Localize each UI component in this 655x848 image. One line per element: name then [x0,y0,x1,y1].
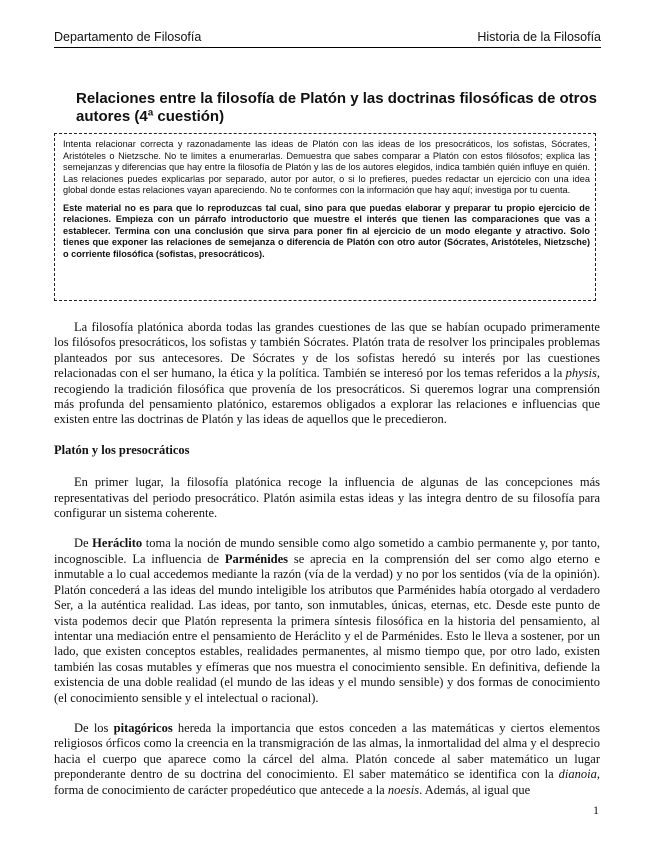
page-header [54,30,601,48]
instructions-bold-note: Este material no es para que lo reproduzcas tal cual, sino para que puedas elaborar y preparar tu propio ejercicio de relaciones. Empieza con un párrafo introductorio que muestre el interés que tienen las comparaciones que vas a establecer. Termina con una conclusión que sirva para poner fin al ejercicio de un modo elegante y atractivo. Solo tienes que exponer las relaciones de semejanza o diferencia de Platón con otro autor (Sócrates, Aristóteles, Nietzsche) o corriente filosófica (sofistas, presocráticos). [63,202,590,259]
presocraticos-paragraph: En primer lugar, la filosofía platónica recoge la influencia de algunas de las concepciones más representativas del periodo presocrático. Platón asimila estas ideas y las integra dentro de su filosofía para configurar un sistema coherente. [54,475,600,521]
section-heading: Platón y los presocráticos [54,442,190,457]
document-body [54,320,600,813]
name-heraclito: Heráclito [92,536,143,551]
pitagoricos-paragraph: De los pitagóricos hereda la importancia que estos conceden a las matemáticas y ciertos elementos religiosos órficos como la creencia en la transmigración de las almas, la inmortalidad del alma y el desprecio hacia el cuerpo que aparece como la cárcel del alma. Platón concede al saber matemático un lugar preponderante dentro de su doctrina del conocimiento. El saber matemático se identifica con la dianoia, forma de conocimiento de carácter propedéutico que antecede a la noesis. Además, al igual que [54,720,600,797]
document-title: Relaciones entre la filosofía de Platón y las doctrinas filosóficas de otros autores (4ª cuestión) [76,90,597,125]
term-noesis: noesis [387,782,420,797]
header-subject: Historia de la Filosofía [477,30,601,44]
intro-paragraph: La filosofía platónica aborda todas las grandes cuestiones de las que se habían ocupado primeramente los filósofos presocráticos, los sofistas y también Sócrates. Platón trata de resolver los principales problemas planteados por sus antecesores. De Sócrates y de los sofistas heredó su interés por las cuestiones relacionadas con el ser humano, la ética y la política. También se interesó por los temas referidos a la physis, recogiendo la tradición filosófica que provenía de los presocráticos. Si queremos lograr una comprensión más profunda del pensamiento platónico, estaremos obligados a explorar las relaciones e influencias que existen entre las doctrinas de Platón y las ideas de aquellos que le precedieron. [54,320,600,427]
header-department: Departamento de Filosofía [54,30,202,44]
term-dianoia: dianoia [558,767,597,782]
name-pitagoricos: pitagóricos [113,720,173,735]
term-physis: physis [565,366,597,381]
instructions-box [54,133,596,301]
page-number: 1 [593,803,599,817]
name-parmenides: Parménides [224,551,289,566]
heraclito-paragraph: De Heráclito toma la noción de mundo sensible como algo sometido a cambio permanente y, por tanto, incognoscible. La influencia de Parménides se aprecia en la comprensión del ser como algo eterno e inmutable a lo cual accedemos mediante la razón (vía de la verdad) y no por los sentidos (vía de la opinión). Platón concederá a las ideas del mundo inteligible los atributos que Parménides había otorgado al verdadero Ser, a la auténtica realidad. Las ideas, por tanto, son inmutables, únicas, eternas, etc. Desde este punto de vista podemos decir que Platón representa la primera síntesis filosófica en la historia del pensamiento, al intentar una mediación entre el pensamiento de Heráclito y el de Parménides. Esto le lleva a sostener, por un lado, que existen conceptos estables, realidades permanentes, al mismo tiempo que, por otro lado, existen también las cosas mutables y efímeras que nos muestra el conocimiento sensible. En definitiva, defiende la existencia de una doble realidad (el mundo de las ideas y el mundo sensible) y dos formas de conocimiento (el conocimiento sensible y el intelectual o racional). [54,536,600,705]
instructions-text: Intenta relacionar correcta y razonadamente las ideas de Platón con las ideas de los presocráticos, los sofistas, Sócrates, Aristóteles o Nietzsche. No te limites a enumerarlas. Demuestra que sabes comparar a Platón con estos filósofos; explica las semejanzas y diferencias que hay entre la filosofía de Platón y las de los autores elegidos, indica también quién influye en quién. Las relaciones puedes explicarlas por separado, autor por autor, o si lo prefieres, puedes redactar un ejercicio con una idea global donde estas relaciones vayan apareciendo. No te conformes con la información que hay aquí; investiga por tu cuenta. [63,139,590,195]
